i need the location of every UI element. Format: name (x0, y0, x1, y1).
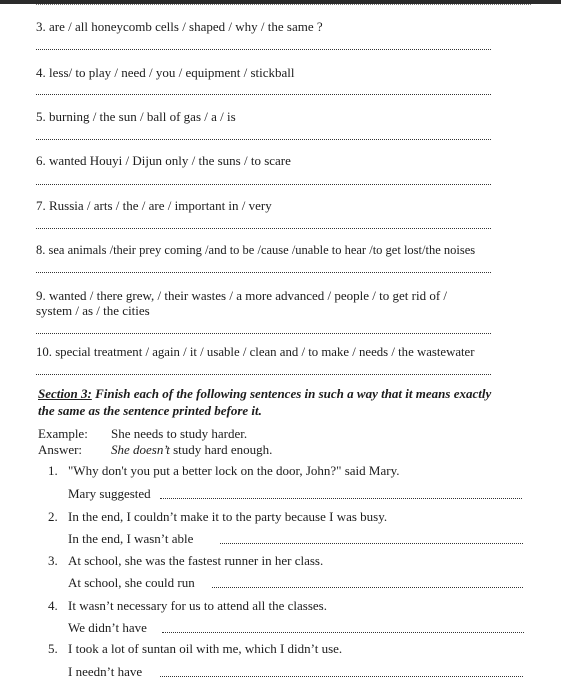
question-text: less/ to play / need / you / equipment / stickball (49, 65, 295, 80)
top-answer-line (36, 0, 531, 5)
item-start: We didn’t have (68, 620, 147, 635)
item-answer-line[interactable] (160, 676, 523, 677)
question-number: 10. (36, 345, 52, 359)
question-text: wanted / there grew, / their wastes / a more advanced / people / to get rid of / (49, 288, 448, 303)
question-text: Russia / arts / the / are / important in / very (49, 198, 272, 213)
question-number: 6. (36, 153, 46, 168)
item-start: I needn’t have (68, 664, 143, 679)
item-number: 3. (48, 553, 58, 568)
question-9 (36, 288, 447, 304)
answer-line-4[interactable] (36, 94, 491, 95)
example-row (38, 426, 247, 442)
answer-line-3[interactable] (36, 49, 491, 50)
question-text: sea animals /their prey coming /and to be /cause /unable to hear /to get lost/the noises (48, 243, 476, 257)
question-6 (36, 153, 291, 169)
question-number: 3. (36, 19, 46, 34)
answer-line-10[interactable] (36, 374, 491, 375)
question-text: burning / the sun / ball of gas / a / is (49, 109, 236, 124)
answer-line-8[interactable] (36, 272, 491, 273)
item-start: At school, she could run (68, 575, 195, 590)
answer-line-7[interactable] (36, 228, 491, 229)
question-number: 9. (36, 288, 46, 303)
question-10 (36, 344, 475, 360)
question-number: 4. (36, 65, 46, 80)
item-prompt: "Why don't you put a better lock on the door, John?" said Mary. (68, 463, 400, 478)
item-answer-line[interactable] (220, 543, 523, 544)
question-text: wanted Houyi / Dijun only / the suns / to scare (49, 153, 291, 168)
question-text: special treatment / again / it / usable / clean and / to make / needs / the wastewater (55, 345, 475, 359)
answer-rest-text: study hard enough. (173, 442, 273, 457)
section-3-heading (38, 386, 528, 402)
item-number: 5. (48, 641, 58, 656)
example-label: Example: (38, 426, 88, 441)
question-text: are / all honeycomb cells / shaped / why / the same ? (49, 19, 323, 34)
answer-label: Answer: (38, 442, 83, 457)
example-text: She needs to study harder. (111, 426, 248, 441)
item-number: 4. (48, 598, 58, 613)
question-9-line-2: system / as / the cities (36, 303, 150, 318)
item-answer-line[interactable] (160, 498, 522, 499)
question-number: 8. (36, 243, 46, 257)
item-prompt: In the end, I couldn’t make it to the party because I was busy. (68, 509, 388, 524)
item-start: In the end, I wasn’t able (68, 531, 194, 546)
item-start: Mary suggested (68, 486, 151, 501)
section-3-label: Section 3: (38, 386, 92, 401)
item-number: 1. (48, 463, 58, 478)
item-prompt: At school, she was the fastest runner in her class. (68, 553, 324, 568)
item-answer-line[interactable] (212, 587, 523, 588)
section-3-instruction-line-2: the same as the sentence printed before it. (38, 403, 262, 418)
question-8 (36, 242, 475, 258)
section-3-instruction: Finish each of the following sentences in such a way that it means exactly (95, 386, 492, 401)
answer-line-5[interactable] (36, 139, 491, 140)
item-prompt: It wasn’t necessary for us to attend all the classes. (68, 598, 327, 613)
item-prompt: I took a lot of suntan oil with me, which I didn’t use. (68, 641, 343, 656)
question-number: 7. (36, 198, 46, 213)
question-5 (36, 109, 236, 125)
answer-line-9[interactable] (36, 333, 491, 334)
question-3 (36, 19, 323, 35)
question-7 (36, 198, 272, 214)
item-answer-line[interactable] (162, 632, 524, 633)
item-number: 2. (48, 509, 58, 524)
answer-row (38, 442, 272, 458)
question-number: 5. (36, 109, 46, 124)
question-4 (36, 65, 295, 81)
answer-line-6[interactable] (36, 184, 491, 185)
answer-italic-text: She doesn’t (111, 442, 170, 457)
